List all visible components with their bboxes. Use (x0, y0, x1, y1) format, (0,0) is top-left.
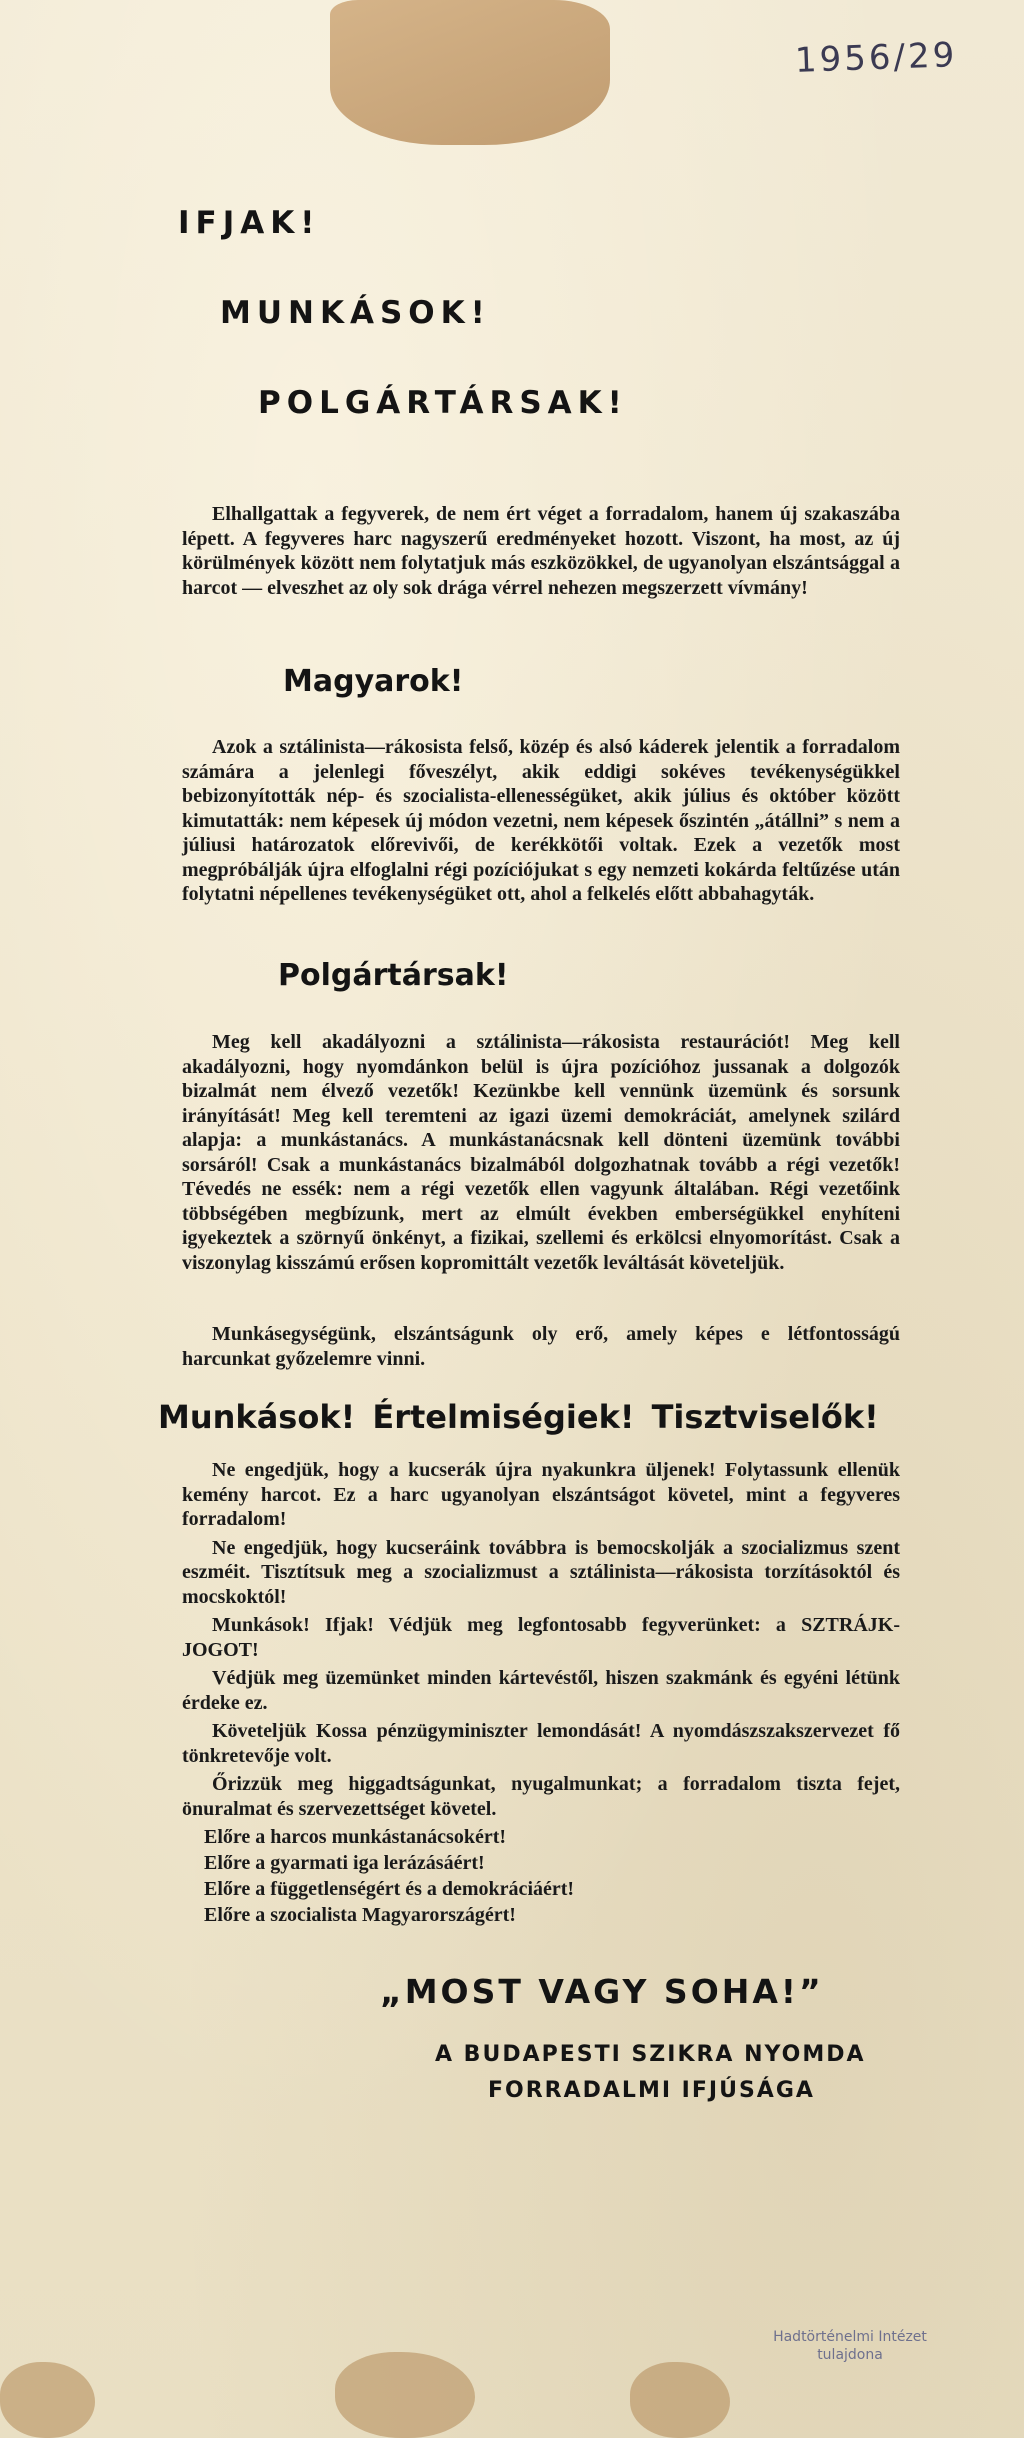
demands-list (182, 1458, 900, 1929)
demand-paragraph: Ne engedjük, hogy kucseráink továbbra is bemocskolják a szocializmus szent eszméit. Tisztítsuk meg a szocializmust a sztálinista—rákosista torzításoktól és mocskoktól! (182, 1536, 900, 1608)
header-ifjak: IFJAK! (178, 205, 321, 241)
header-polgartarsak: POLGÁRTÁRSAK! (258, 385, 628, 421)
tape-residue-top (330, 0, 610, 145)
demand-paragraph: Követeljük Kossa pénzügyminiszter lemondását! A nyomdászszakszervezet fő tönkretevője volt. (182, 1720, 900, 1767)
demand-paragraph: Ne engedjük, hogy a kucserák újra nyakunkra üljenek! Folytassunk ellenük kemény harcot. Ez a harc ugyanolyan elszántságot követel, mint a fegyveres forradalom! (182, 1459, 900, 1530)
slogan-line: Előre a szocialista Magyarországért! (204, 1904, 516, 1926)
section-polgartarsak-text: Meg kell akadályozni a sztálinista—rákosista restaurációt! Meg kell akadályozni, hogy nyomdánkon belül is újra pozícióhoz jussanak a dolgozók bizalmát nem élvező vezetők! Kezünkbe kell vennünk üzemünk és sorsunk irányítását! Meg kell teremteni az igazi üzemi demokráciát, amelynek szilárd alapja: a munkástanács. A munkástanácsnak kell dönteni üzemünk további sorsáról! Csak a munkástanács bizalmából dolgozhatnak tovább a régi vezetők! Tévedés ne essék: nem a régi vezetők ellen vagyunk általában. Régi vezetőink többségében megbízunk, mert az elmúlt években emberségükkel enyhíteni igyekeztek a szörnyű önkényt, a fizikai, szellemi és erkölcsi elnyomorítást. Csak a viszonylag kisszámú erősen kopromittált vezetők leváltását követeljük. (182, 1031, 900, 1274)
stamp-line-2: tulajdona (817, 2347, 883, 2363)
slogan-line: Előre a harcos munkástanácsokért! (204, 1826, 507, 1848)
section-title-magyarok: Magyarok! (283, 664, 464, 699)
intro-paragraph: Elhallgattak a fegyverek, de nem ért véget a forradalom, hanem új szakaszába lépett. A fegyveres harc nagyszerű eredményeket hozott. Viszont, ha most, az új körülmények között nem folytatjuk más eszközökkel, de ugyanolyan elszántsággal a harcot — elveszhet az oly sok drága vérrel nehezen megszerzett vívmány! (182, 503, 900, 599)
section-magyarok-text: Azok a sztálinista—rákosista felső, közép és alsó káderek jelentik a forradalom számára a jelenlegi főveszélyt, akik eddigi sokéves tevékenységükkel bebizonyították nép- és szocialista-ellenességüket, akik július és október között kimutatták: nem képesek új módon vezetni, nem képesek őszintén „átállni” s nem a júliusi határozatok előrevivői, de kerékkötői voltak. Ezek a vezetők most megpróbálják újra elfoglalni régi pozíciójukat s egy nemzeti kokárda feltűzése után folytatni népellenes tevékenységüket ott, ahol a felkelés előtt abbahagyták. (182, 736, 900, 905)
signature-line-2: FORRADALMI IFJÚSÁGA (488, 2078, 815, 2103)
section-title-polgartarsak: Polgártársak! (278, 958, 509, 993)
demand-paragraph: Őrizzük meg higgadtságunkat, nyugalmunkat; a forradalom tiszta fejet, önuralmat és szervezettséget követel. (182, 1773, 900, 1820)
tape-residue-bottom-right (630, 2362, 730, 2438)
archive-number: 1956/29 (794, 35, 958, 81)
motto: „MOST VAGY SOHA!” (380, 1972, 824, 2011)
archive-stamp (770, 2328, 930, 2364)
tape-residue-bottom-left (0, 2362, 95, 2438)
slogan-line: Előre a függetlenségért és a demokráciáért! (204, 1878, 575, 1900)
stamp-line-1: Hadtörténelmi Intézet (773, 2329, 927, 2345)
header-munkasok: MUNKÁSOK! (220, 295, 491, 331)
slogan-line: Előre a gyarmati iga lerázásáért! (204, 1852, 485, 1874)
section-polgartarsak-closing: Munkásegységünk, elszántságunk oly erő, amely képes e létfontosságú harcunkat győzelemre vinni. (182, 1323, 900, 1370)
demand-paragraph: Védjük meg üzemünket minden kártevéstől, hiszen szakmánk és egyéni létünk érdeke ez. (182, 1667, 900, 1714)
section-title-workers: Munkások! Értelmiségiek! Tisztviselők! (158, 1398, 879, 1436)
tape-residue-bottom-center (335, 2352, 475, 2438)
demand-paragraph: Munkások! Ifjak! Védjük meg legfontosabb fegyverünket: a SZTRÁJK-JOGOT! (182, 1614, 900, 1661)
signature-line-1: A BUDAPESTI SZIKRA NYOMDA (435, 2042, 866, 2067)
